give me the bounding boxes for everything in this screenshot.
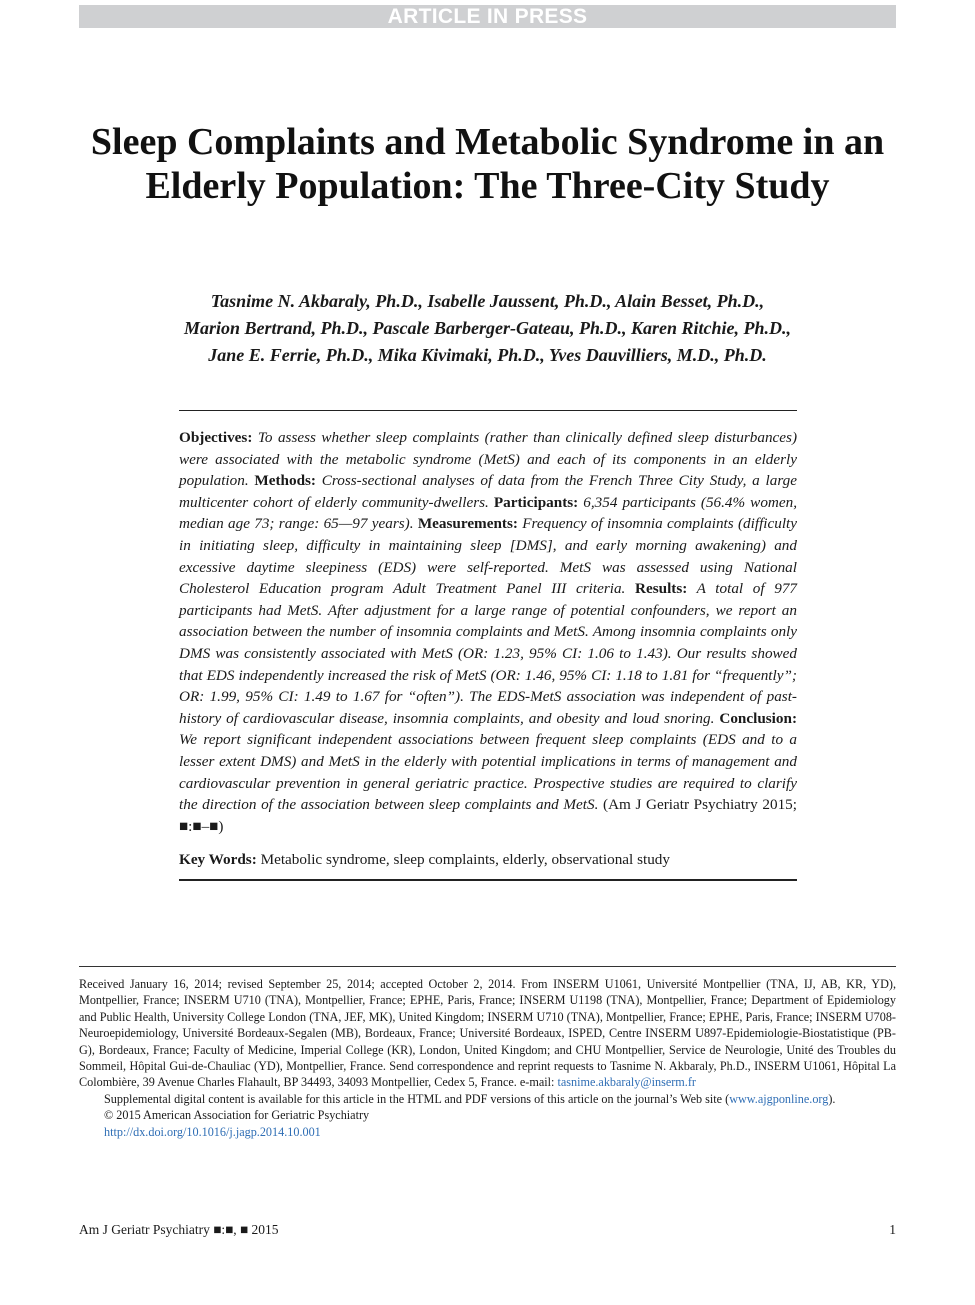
footnotes — [79, 966, 896, 1140]
doi-note — [79, 1124, 896, 1140]
objectives-label: Objectives: — [179, 429, 253, 446]
conclusion-text: We report significant independent associations between frequent sleep complaints (EDS and to a lesser extent DMS) and MetS in the elderly with potential implications in terms of management and cardiovascular prevention in general geriatric practice. Prospective studies are required to clarify the direction of the association between sleep complaints and MetS. — [179, 731, 797, 814]
supplemental-note — [79, 1091, 896, 1107]
participants-label: Participants: — [493, 493, 579, 511]
article-title: Sleep Complaints and Metabolic Syndrome in an Elderly Population: The Three-City Study — [90, 121, 885, 207]
measurements-label: Measurements: — [417, 515, 518, 533]
copyright-note: © 2015 American Association for Geriatric Psychiatry — [104, 1108, 370, 1123]
keywords-text: Metabolic syndrome, sleep complaints, elderly, observational study — [260, 851, 670, 869]
author-list — [60, 288, 915, 369]
results-label: Results: — [635, 580, 688, 598]
supplemental-end: ). — [828, 1091, 836, 1106]
participants-text: 6,354 participants (56.4% women, median age 73; range: 65—97 years). — [179, 493, 798, 533]
journal-citation: (Am J Geriatr Psychiatry 2015; ■:■–■) — [179, 796, 797, 835]
email-link[interactable]: tasnime.akbaraly@inserm.fr — [557, 1075, 696, 1090]
conclusion-label: Conclusion: — [719, 709, 798, 727]
author-line: Jane E. Ferrie, Ph.D., Mika Kivimaki, Ph.D., Yves Dauvilliers, M.D., Ph.D. — [208, 345, 767, 365]
doi-link[interactable]: http://dx.doi.org/10.1016/j.jagp.2014.10.001 — [104, 1124, 321, 1139]
article-in-press-banner: ARTICLE IN PRESS — [79, 5, 896, 28]
page-footer — [79, 1221, 896, 1239]
footer-journal: Am J Geriatr Psychiatry ■:■, ■ 2015 — [79, 1222, 279, 1237]
affiliations-text: Received January 16, 2014; revised September 25, 2014; accepted October 2, 2014. From INSERM U1061, Université Montpellier (TNA, IJ, AB, KR, YD), Montpellier, France; INSERM U710 (TNA), Montpellier, France; EPHE, Paris, France; INSERM U1198 (TNA), Montpellier, France; Department of Epidemiology and Public Health, University College London (TNA, JEF, MK), United Kingdom; INSERM U710 (TNA), Montpellier, France; EPHE, Paris, France; INSERM U708-Neuroepidemiology, Université Bordeaux-Segalen (MB), Bordeaux, France; Université Bordeaux, ISPED, Centre INSERM U897-Epidemiologie-Biostatistique (PB-G), Bordeaux, France; Faculty of Medicine, Imperial College (KR), London, United Kingdom; and CHU Montpellier, Service de Neurologie, Unité des Troubles du Sommeil, Hôpital Gui-de-Chauliac (YD), Montpellier, France. Send correspondence and reprint requests to Tasnime N. Akbaraly, Ph.D., INSERM U1061, Hôpital La Colombière, 39 Avenue Charles Flahault, BP 34493, 34093 Montpellier, Cedex 5, France. e-mail: — [79, 977, 896, 1090]
methods-text: Cross-sectional analyses of data from the French Three City Study, a large multicenter cohort of elderly community-dwellers. — [179, 472, 797, 511]
received-affiliations-note — [79, 976, 896, 1091]
results-text: A total of 977 participants had MetS. After adjustment for a large range of potential confounders, we report an association between the number of insomnia complaints and MetS. Among insomnia complaints only DMS was consistently associated with MetS (OR: 1.23, 95% CI: 1.06 to 1.43). Our results showed that EDS independently increased the risk of MetS (OR: 1.46, 95% CI: 1.18 to 1.81 for “frequently”; OR: 1.99, 95% CI: 1.49 to 1.67 for “often”). The EDS-MetS association was independent of past-history of cardiovascular disease, insomnia complaints, and obesity and loud snoring. — [179, 580, 798, 727]
abstract-box — [179, 410, 797, 881]
measurements-text: Frequency of insomnia complaints (difficulty in initiating sleep, difficulty in maintaining sleep [DMS], and early morning awakening) and excessive daytime sleepiness (EDS) were self-reported. MetS was assessed using National Cholesterol Education program Adult Treatment Panel III criteria. — [179, 515, 798, 598]
keywords — [179, 849, 797, 871]
author-line: Marion Bertrand, Ph.D., Pascale Barberger-Gateau, Ph.D., Karen Ritchie, Ph.D., — [183, 318, 792, 338]
keywords-label: Key Words: — [179, 851, 257, 869]
objectives-text: To assess whether sleep complaints (rather than clinically defined sleep disturbances) were associated with the metabolic syndrome (MetS) and each of its components in an elderly population. — [179, 429, 798, 490]
methods-label: Methods: — [254, 472, 316, 490]
supplemental-text: Supplemental digital content is available for this article in the HTML and PDF versions of this article on the journal’s Web site ( — [104, 1091, 730, 1106]
page-number: 1 — [889, 1222, 896, 1237]
journal-website-link[interactable]: www.ajgponline.org — [729, 1091, 829, 1106]
abstract-text — [179, 427, 797, 837]
author-line: Tasnime N. Akbaraly, Ph.D., Isabelle Jaussent, Ph.D., Alain Besset, Ph.D., — [210, 291, 765, 311]
